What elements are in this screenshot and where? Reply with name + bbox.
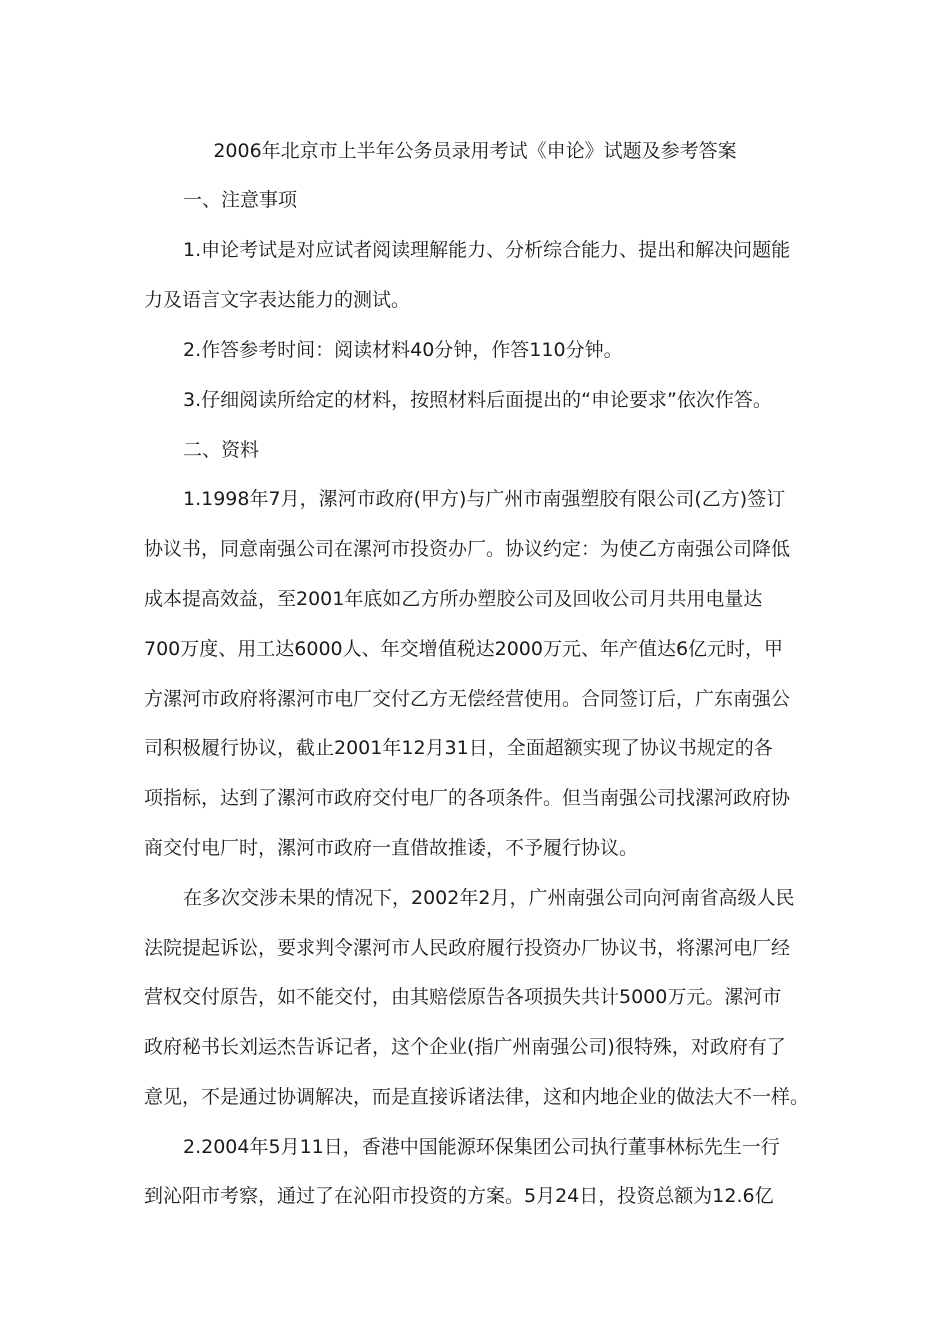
paragraph-line: 1.1998年7月，漯河市政府(甲方)与广州市南强塑胶有限公司(乙方)签订 <box>183 488 786 510</box>
paragraph-line: 商交付电厂时，漯河市政府一直借故推诿，不予履行协议。 <box>144 837 639 859</box>
paragraph-line: 意见，不是通过协调解决，而是直接诉诸法律，这和内地企业的做法大不一样。 <box>144 1086 810 1108</box>
paragraph-line: 700万度、用工达6000人、年交增值税达2000万元、年产值达6亿元时，甲 <box>144 638 784 660</box>
paragraph-line: 2.2004年5月11日，香港中国能源环保集团公司执行董事林标先生一行 <box>183 1136 780 1158</box>
paragraph-line: 成本提高效益，至2001年底如乙方所办塑胶公司及回收公司月共用电量达 <box>144 588 763 610</box>
paragraph-line: 2.作答参考时间：阅读材料40分钟，作答110分钟。 <box>183 339 623 361</box>
section-heading-notes: 一、注意事项 <box>183 189 298 211</box>
paragraph-line: 项指标，达到了漯河市政府交付电厂的各项条件。但当南强公司找漯河政府协 <box>144 787 791 809</box>
paragraph-line: 方漯河市政府将漯河市电厂交付乙方无偿经营使用。合同签订后，广东南强公 <box>144 688 791 710</box>
paragraph-line: 3.仔细阅读所给定的材料，按照材料后面提出的“申论要求”依次作答。 <box>183 389 772 411</box>
paragraph-line: 法院提起诉讼，要求判令漯河市人民政府履行投资办厂协议书，将漯河电厂经 <box>144 937 791 959</box>
paragraph-line: 1.申论考试是对应试者阅读理解能力、分析综合能力、提出和解决问题能 <box>183 239 791 261</box>
paragraph-line: 到沁阳市考察，通过了在沁阳市投资的方案。5月24日，投资总额为12.6亿 <box>144 1185 774 1207</box>
paragraph-line: 政府秘书长刘运杰告诉记者，这个企业(指广州南强公司)很特殊，对政府有了 <box>144 1036 786 1058</box>
paragraph-line: 司积极履行协议，截止2001年12月31日，全面超额实现了协议书规定的各 <box>144 737 773 759</box>
paragraph-line: 协议书，同意南强公司在漯河市投资办厂。协议约定：为使乙方南强公司降低 <box>144 538 791 560</box>
paragraph-line: 营权交付原告，如不能交付，由其赔偿原告各项损失共计5000万元。漯河市 <box>144 986 782 1008</box>
paragraph-line: 在多次交涉未果的情况下，2002年2月，广州南强公司向河南省高级人民 <box>183 887 795 909</box>
document-title: 2006年北京市上半年公务员录用考试《申论》试题及参考答案 <box>213 140 737 162</box>
paragraph-line: 力及语言文字表达能力的测试。 <box>144 289 411 311</box>
section-heading-materials: 二、资料 <box>183 439 260 461</box>
